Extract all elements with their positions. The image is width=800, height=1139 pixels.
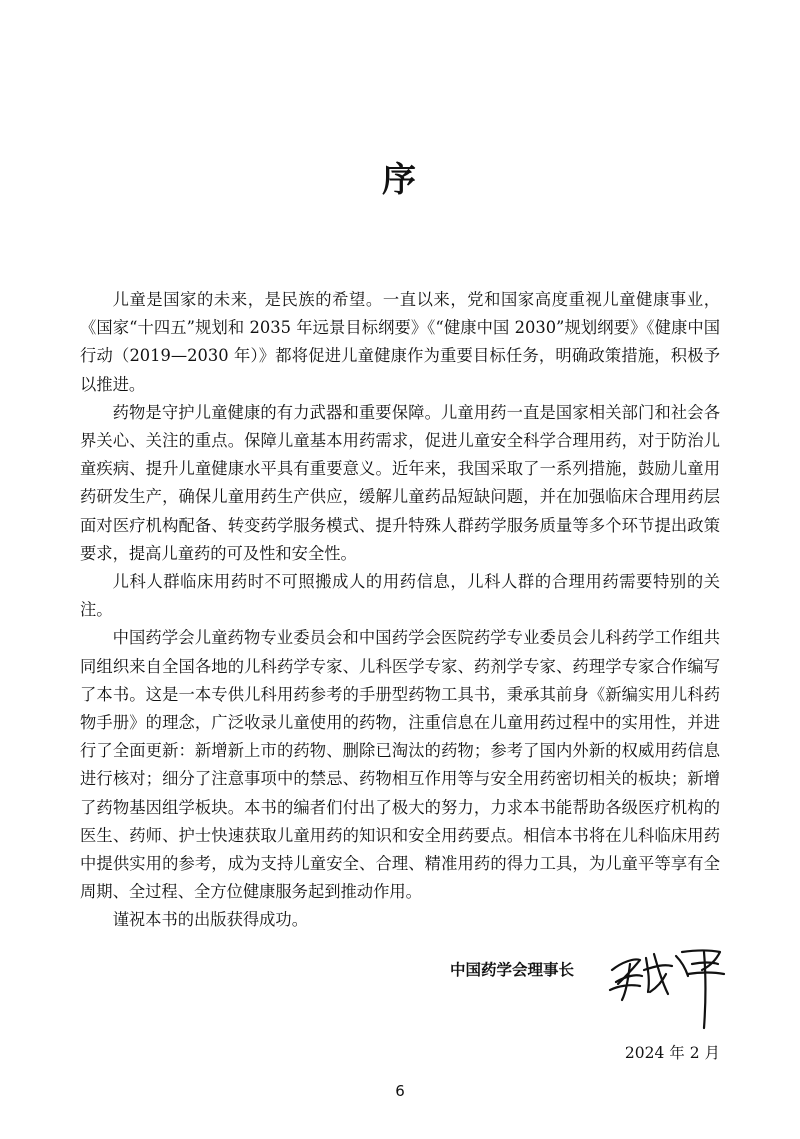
handwritten-signature xyxy=(606,940,730,1036)
paragraph: 药物是守护儿童健康的有力武器和重要保障。儿童用药一直是国家相关部门和社会各界关心、关注的重点。保障儿童基本用药需求，促进儿童安全科学合理用药，对于防治儿童疾病、提升儿童健康水平具有重要意义。近年来，我国采取了一系列措施，鼓励儿童用药研发生产，确保儿童用药生产供应，缓解儿童药品短缺问题，并在加强临床合理用药层面对医疗机构配备、转变药学服务模式、提升特殊人群药学服务质量等多个环节提出政策要求，提高儿童药的可及性和安全性。 xyxy=(80,402,720,563)
page-number: 6 xyxy=(395,1082,405,1100)
paragraph: 儿科人群临床用药时不可照搬成人的用药信息，儿科人群的合理用药需要特别的关注。 xyxy=(80,572,720,620)
paragraph: 儿童是国家的未来，是民族的希望。一直以来，党和国家高度重视儿童健康事业，《国家“十四五”规划和 2035 年远景目标纲要》《“健康中国 2030”规划纲要》《健康中国行动（2019—2030 年）》都将促进儿童健康作为重要目标任务，明确政策措施，积极予以推进。 xyxy=(80,290,720,394)
paragraph: 中国药学会儿童药物专业委员会和中国药学会医院药学专业委员会儿科药学工作组共同组织来自全国各地的儿科药学专家、儿科医学专家、药剂学专家、药理学专家合作编写了本书。这是一本专供儿科用药参考的手册型药物工具书，秉承其前身《新编实用儿科药物手册》的理念，广泛收录儿童使用的药物，注重信息在儿童用药过程中的实用性，并进行了全面更新：新增新上市的药物、删除已淘汰的药物；参考了国内外新的权威用药信息进行核对；细分了注意事项中的禁忌、药物相互作用等与安全用药密切相关的板块；新增了药物基因组学板块。本书的编者们付出了极大的努力，力求本书能帮助各级医疗机构的医生、药师、护士快速获取儿童用药的知识和安全用药要点。相信本书将在儿科临床用药中提供实用的参考，成为支持儿童安全、合理、精准用药的得力工具，为儿童平等享有全周期、全过程、全方位健康服务起到推动作用。 xyxy=(80,628,720,902)
paragraph: 谨祝本书的出版获得成功。 xyxy=(112,910,308,930)
date: 2024 年 2 月 xyxy=(624,1044,720,1062)
preface-body xyxy=(80,286,720,935)
page-title: 序 xyxy=(382,160,418,200)
signer-title: 中国药学会理事长 xyxy=(450,961,575,979)
